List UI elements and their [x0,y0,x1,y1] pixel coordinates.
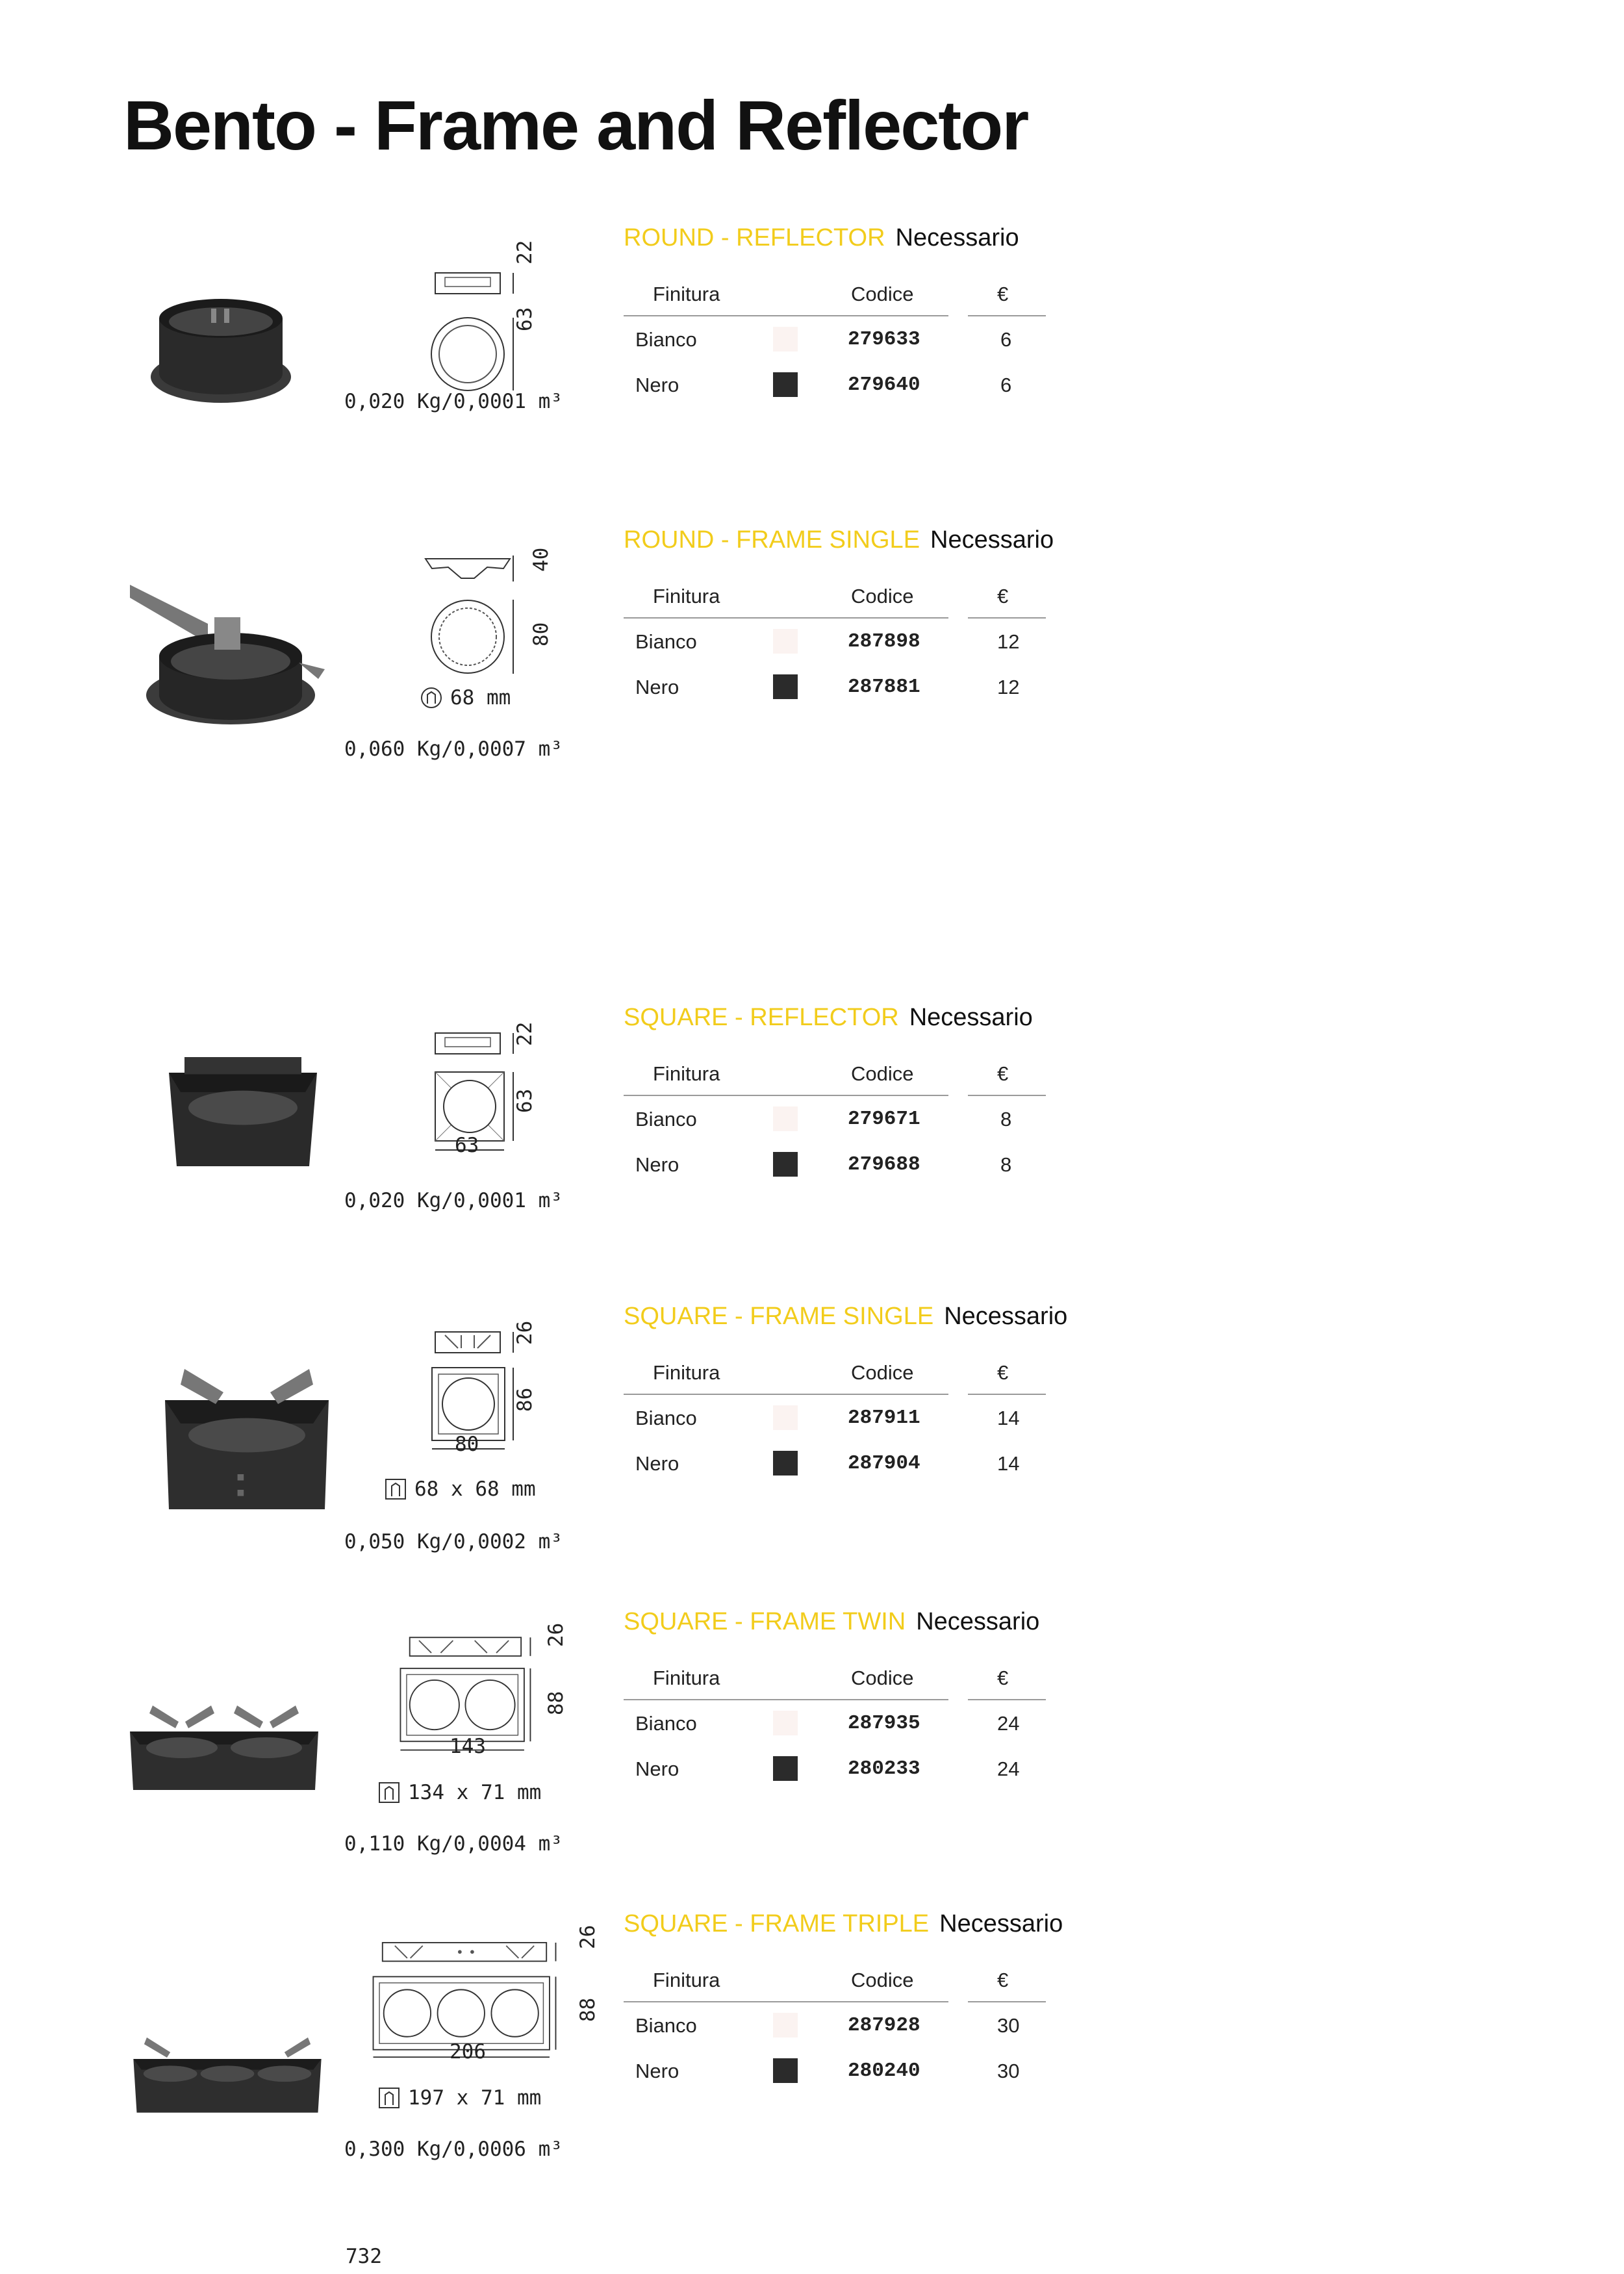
rule-right [968,2001,1046,2002]
finish-cell: Bianco [635,1407,697,1429]
rule-right [968,1095,1046,1096]
code-cell: 279688 [848,1153,920,1176]
price-cell: 14 [997,1452,1020,1475]
cutout-size: 197 x 71 mm [408,2086,542,2110]
finish-cell: Bianco [635,630,697,653]
page-title: Bento - Frame and Reflector [123,86,1028,164]
rule-right [968,617,1046,619]
product-round-reflector [0,224,1624,510]
requirement-label: Necessario [916,1608,1040,1635]
bianco-swatch [773,629,798,654]
dim-width: 80 [455,1433,479,1456]
code-cell: 287881 [848,676,920,698]
bianco-swatch [773,1106,798,1131]
finish-cell: Nero [635,1153,679,1176]
dim-height: 26 [513,1320,537,1345]
dim-width: 143 [450,1735,486,1758]
round-reflector-photo [120,263,322,419]
nero-swatch [773,674,798,699]
product-name: SQUARE - FRAME TRIPLE [624,1910,930,1937]
dim-depth: 63 [513,307,537,331]
square-reflector-photo [146,1049,348,1205]
nero-swatch [773,1756,798,1781]
price-cell: 8 [1000,1153,1012,1176]
product-square-frame-triple [0,1910,1624,2196]
finish-cell: Nero [635,676,679,698]
bianco-swatch [773,2013,798,2038]
requirement-label: Necessario [944,1303,1068,1330]
price-cell: 24 [997,1757,1020,1780]
finish-cell: Bianco [635,2014,697,2037]
square-frame-triple-photo [127,2001,328,2157]
dim-height: 26 [544,1622,568,1647]
rule-left [624,2001,948,2002]
col-code: Codice [851,1667,914,1689]
col-finish: Finitura [653,1969,720,1991]
finish-cell: Bianco [635,1108,697,1131]
weight-volume: 0,060 Kg/0,0007 m³ [344,737,563,761]
dim-height: 26 [576,1924,600,1949]
bianco-swatch [773,1711,798,1735]
product-name: SQUARE - FRAME SINGLE [624,1303,934,1330]
price-cell: 6 [1000,328,1012,351]
round-frame-photo [123,578,325,734]
price-cell: 14 [997,1407,1020,1429]
code-cell: 287935 [848,1712,920,1735]
code-cell: 287911 [848,1407,920,1429]
nero-swatch [773,1152,798,1177]
weight-volume: 0,020 Kg/0,0001 m³ [344,390,563,413]
product-header [624,1303,1067,1331]
price-cell: 24 [997,1712,1020,1735]
code-cell: 279633 [848,328,920,351]
requirement-label: Necessario [939,1910,1063,1937]
product-name: ROUND - REFLECTOR [624,224,885,251]
cutout [377,1780,541,1805]
product-square-reflector [0,1004,1624,1290]
cutout-size: 68 mm [450,686,511,709]
rule-right [968,1394,1046,1395]
cutout [377,2086,541,2110]
price-cell: 6 [1000,374,1012,396]
rule-left [624,617,948,619]
requirement-label: Necessario [895,224,1019,251]
requirement-label: Necessario [930,526,1054,554]
product-name: ROUND - FRAME SINGLE [624,526,920,554]
square-frame-single-photo [146,1361,348,1517]
dim-width: 63 [455,1134,479,1157]
dim-height: 22 [513,1021,537,1046]
product-header [624,1910,1063,1938]
cutout-size: 68 x 68 mm [414,1477,536,1501]
cutout [419,685,511,710]
col-code: Codice [851,283,914,305]
code-cell: 287928 [848,2014,920,2037]
nero-swatch [773,1451,798,1476]
dim-height: 40 [529,547,553,572]
cutout-square-icon [377,2086,401,2110]
product-name: SQUARE - REFLECTOR [624,1004,899,1031]
rule-left [624,315,948,316]
code-cell: 287898 [848,630,920,653]
product-round-frame-single [0,526,1624,812]
dim-depth: 86 [513,1387,537,1412]
product-square-frame-single [0,1303,1624,1589]
dim-height: 22 [513,240,537,264]
weight-volume: 0,020 Kg/0,0001 m³ [344,1189,563,1212]
col-finish: Finitura [653,1062,720,1085]
code-cell: 287904 [848,1452,920,1475]
bianco-swatch [773,1405,798,1430]
code-cell: 280233 [848,1757,920,1780]
finish-cell: Bianco [635,1712,697,1735]
col-code: Codice [851,585,914,607]
dim-depth: 88 [544,1691,568,1715]
dim-depth: 63 [513,1088,537,1113]
rule-right [968,1699,1046,1700]
code-cell: 279671 [848,1108,920,1131]
col-finish: Finitura [653,1361,720,1384]
finish-cell: Nero [635,1757,679,1780]
cutout-round-icon [419,685,444,710]
col-finish: Finitura [653,1667,720,1689]
code-cell: 280240 [848,2060,920,2082]
square-frame-twin-drawing [354,1608,614,1803]
col-finish: Finitura [653,283,720,305]
price-cell: 30 [997,2014,1020,2037]
price-cell: 12 [997,676,1020,698]
col-price: € [997,1969,1009,1991]
weight-volume: 0,300 Kg/0,0006 m³ [344,2138,563,2161]
product-header [624,1004,1033,1032]
price-cell: 12 [997,630,1020,653]
dim-width: 206 [450,2040,486,2063]
col-price: € [997,585,1009,607]
dim-depth: 88 [576,1997,600,2022]
nero-swatch [773,372,798,397]
col-code: Codice [851,1062,914,1085]
weight-volume: 0,110 Kg/0,0004 m³ [344,1832,563,1856]
cutout [383,1477,536,1501]
rule-left [624,1699,948,1700]
weight-volume: 0,050 Kg/0,0002 m³ [344,1530,563,1553]
rule-right [968,315,1046,316]
requirement-label: Necessario [909,1004,1033,1031]
finish-cell: Bianco [635,328,697,351]
col-price: € [997,1062,1009,1085]
finish-cell: Nero [635,2060,679,2082]
product-header [624,224,1019,252]
product-header [624,526,1054,554]
price-cell: 8 [1000,1108,1012,1131]
page-number: 732 [346,2245,382,2268]
cutout-size: 134 x 71 mm [408,1781,542,1804]
finish-cell: Nero [635,1452,679,1475]
square-frame-twin-photo [123,1680,325,1835]
col-price: € [997,1361,1009,1384]
col-finish: Finitura [653,585,720,607]
col-price: € [997,1667,1009,1689]
dim-depth: 80 [529,622,553,646]
col-price: € [997,283,1009,305]
square-reflector-drawing [364,1004,624,1199]
product-square-frame-twin [0,1608,1624,1894]
col-code: Codice [851,1361,914,1384]
price-cell: 30 [997,2060,1020,2082]
cutout-square-icon [383,1477,408,1501]
rule-left [624,1095,948,1096]
bianco-swatch [773,327,798,351]
nero-swatch [773,2058,798,2083]
product-header [624,1608,1039,1636]
product-name: SQUARE - FRAME TWIN [624,1608,906,1635]
square-frame-single-drawing [364,1303,624,1498]
cutout-square-icon [377,1780,401,1805]
rule-left [624,1394,948,1395]
finish-cell: Nero [635,374,679,396]
code-cell: 279640 [848,374,920,396]
col-code: Codice [851,1969,914,1991]
